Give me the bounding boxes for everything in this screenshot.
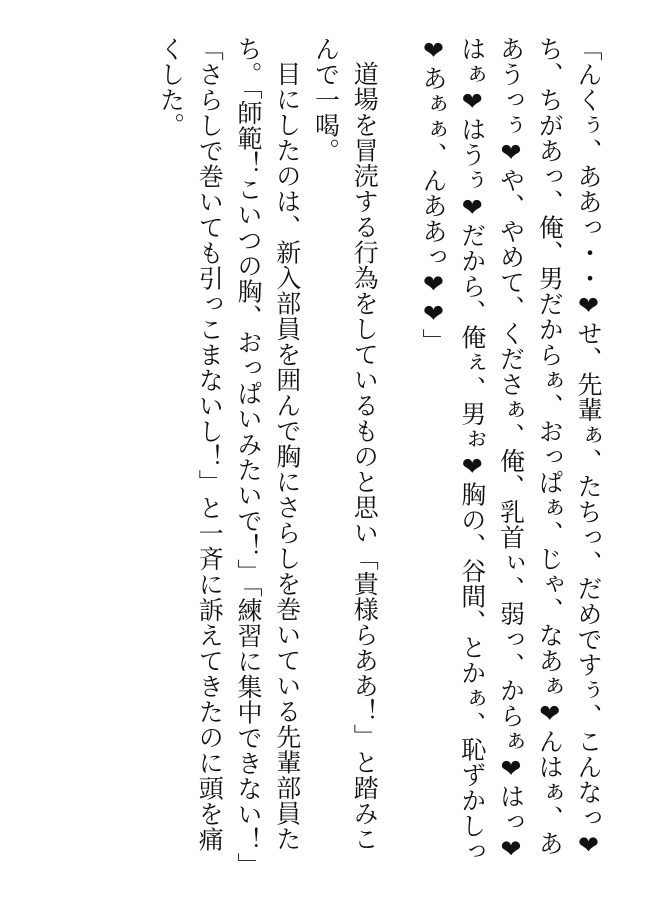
paragraph-narration-2: 目にしたのは、新入部員を囲んで胸にさらしを巻いている先輩部員たち。「師範！こいつの胸、おっぱいみたいで！」「練習に集中できない！」「さらしで巻いても引っこまないし！」と一斉に訴えてきたのに頭を痛くした。	[156, 36, 302, 866]
paragraph-narration-1: 道場を冒涜する行為をしているものと思い「貴様らああ！」と踏みこんで一喝。	[311, 36, 380, 852]
vertical-text-body	[37, 36, 607, 866]
paragraph-dialogue: 「んくぅ、ああっ・・❤せ、先輩ぁ、たちっ、だめですぅ、こんなっ❤ち、ちがあっ、俺、男だからぁ、おっぱぁ、じゃ、なあぁ❤んはぁ、ああうっぅ❤や、やめて、くださぁ、俺、乳首ぃ、弱っ、からぁ❤はっ❤はぁ❤はうぅ❤だから、俺ぇ、男ぉ❤胸の、谷間、とかぁ、恥ずかしっ❤あぁぁ、んああっ❤❤」	[419, 36, 603, 864]
